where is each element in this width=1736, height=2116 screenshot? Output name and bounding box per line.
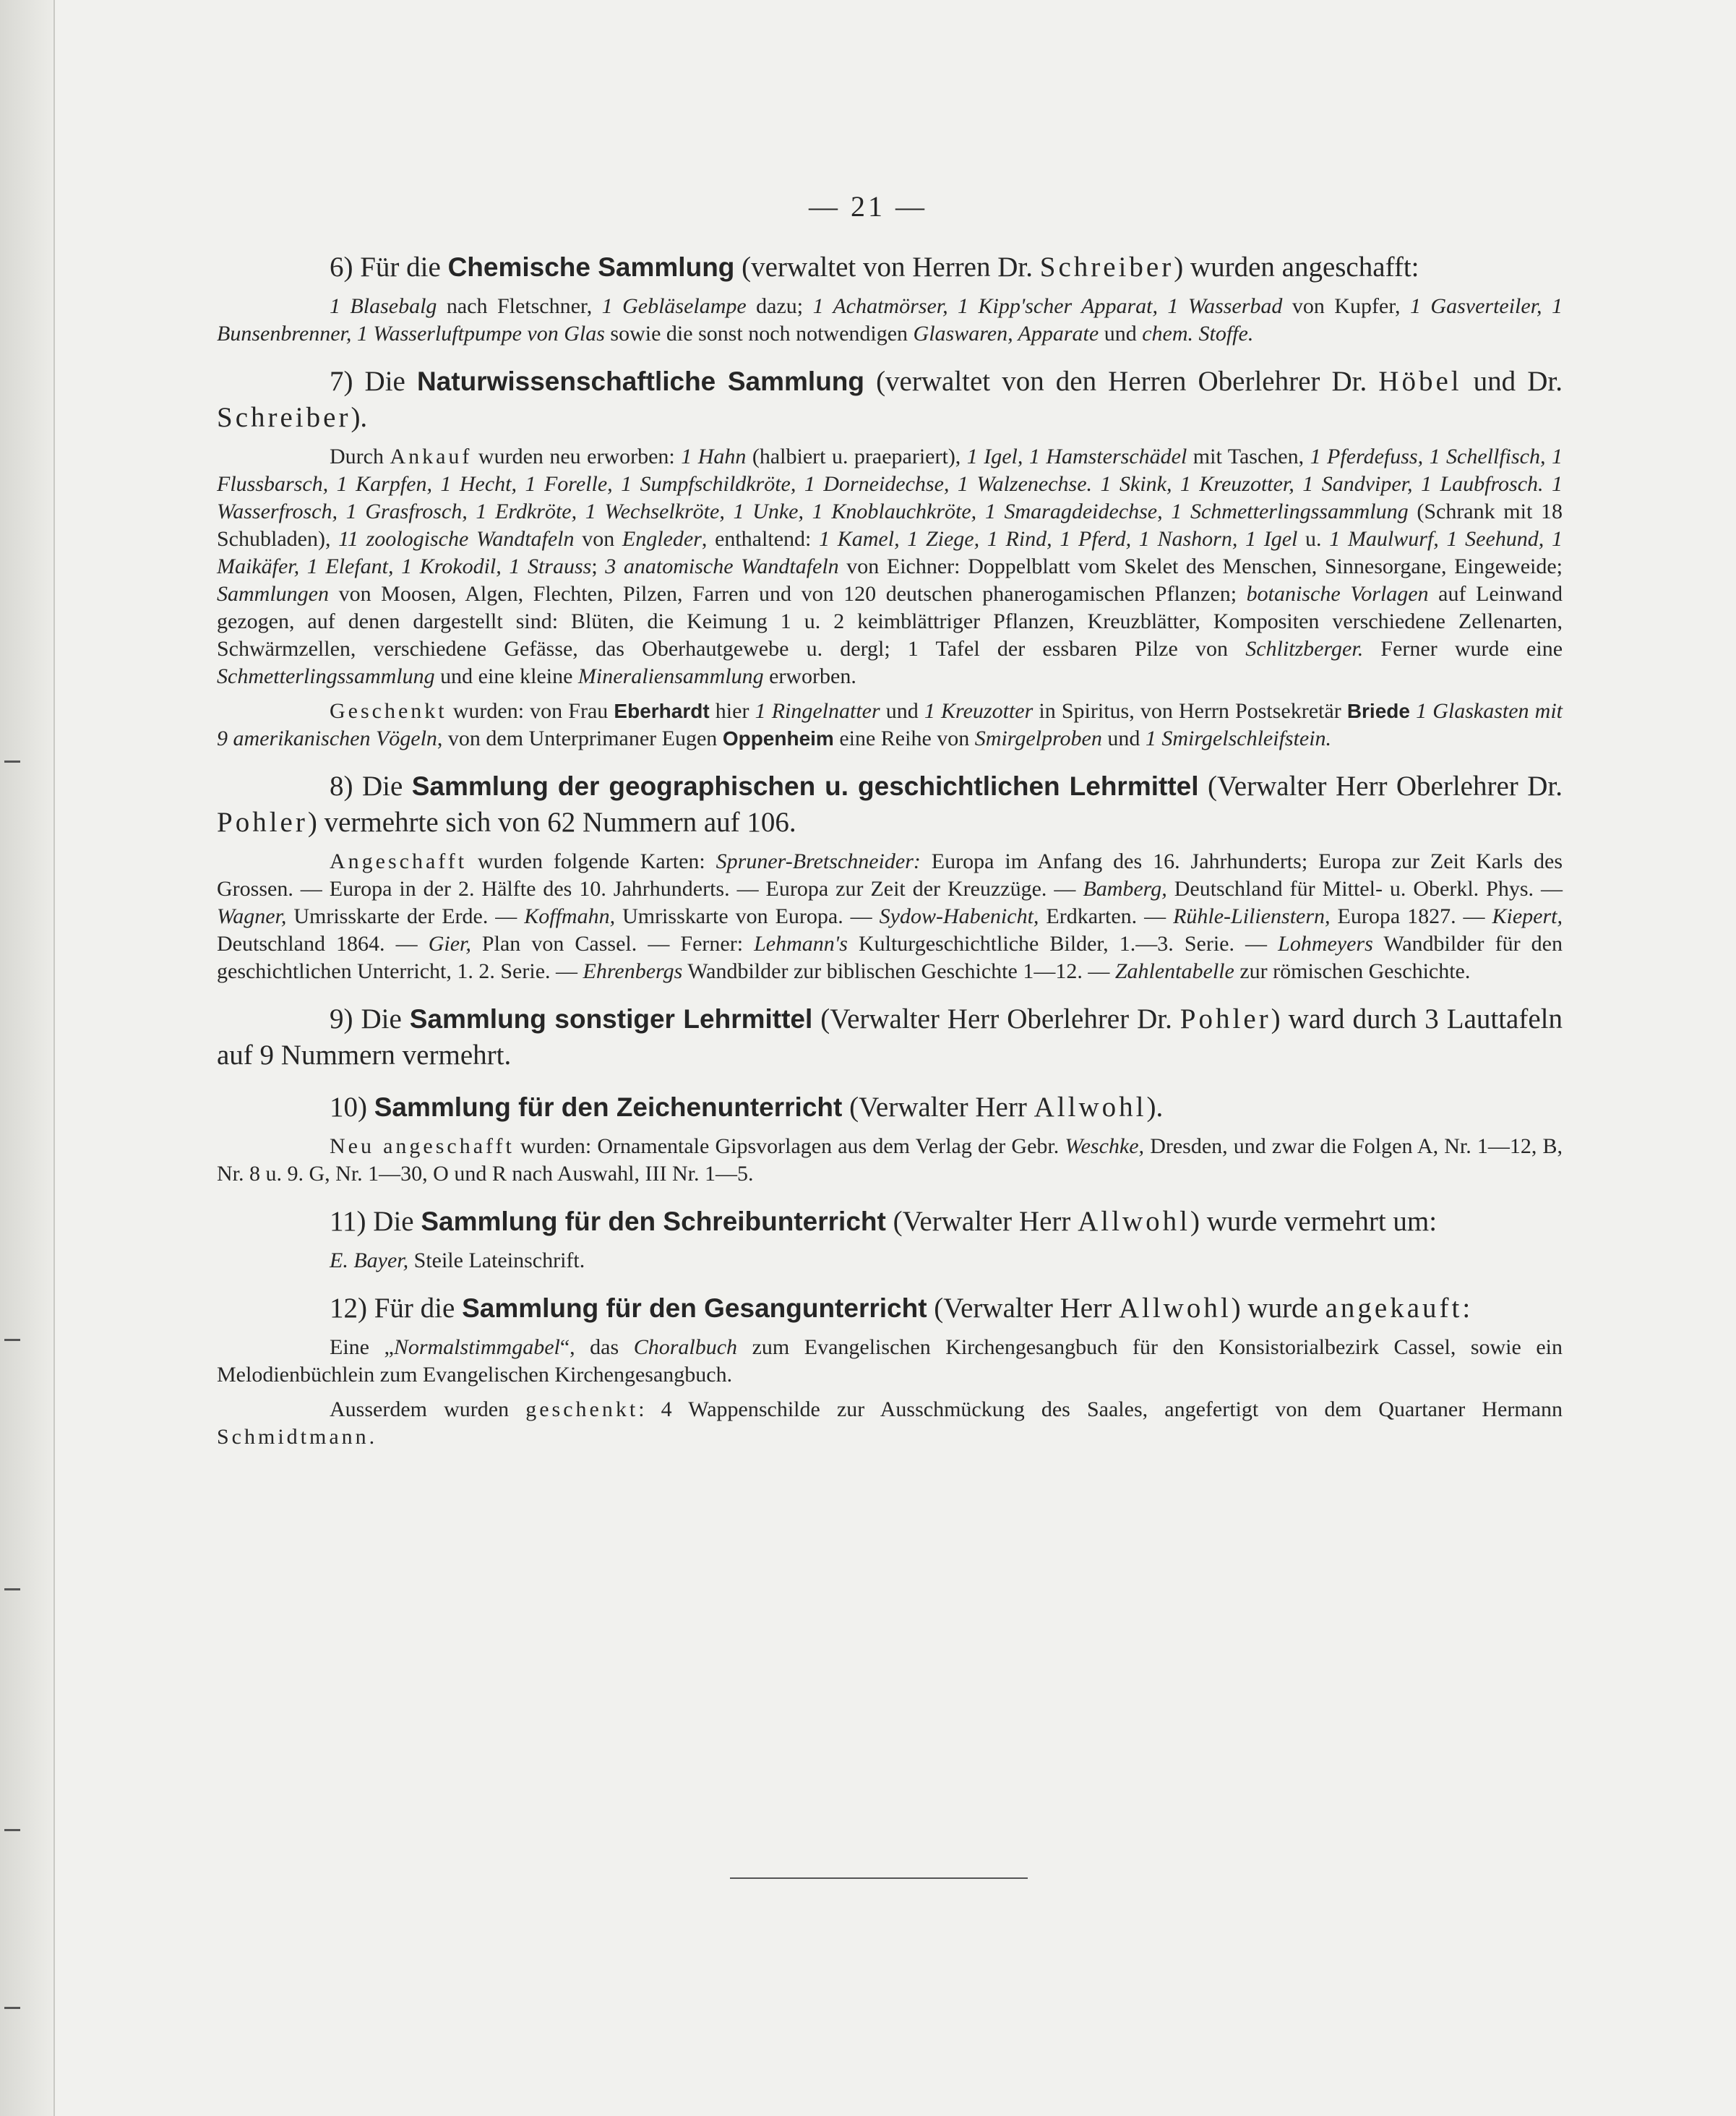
section-paragraph — [217, 1334, 1563, 1389]
text-run: “, das — [559, 1335, 634, 1359]
collection-name: Naturwissenschaftliche Sammlung — [416, 367, 864, 396]
text-run: 12) Für die — [330, 1293, 463, 1324]
section-paragraph — [217, 1396, 1563, 1451]
text-run: sowie die sonst noch notwendigen — [604, 322, 914, 346]
text-run: Durch — [330, 445, 390, 468]
section-paragraph — [217, 698, 1563, 753]
spaced-text: Schmidtmann — [217, 1425, 369, 1449]
text-run: . — [369, 1425, 375, 1449]
collection-name: Sammlung sonstiger Lehrmittel — [409, 1004, 813, 1034]
binding-shadow — [0, 0, 53, 2116]
text-run: und — [1099, 322, 1143, 346]
collection-section — [217, 1001, 1563, 1074]
italic-text: Rühle-Lilienstern, — [1173, 904, 1331, 928]
collection-name: Chemische Sammlung — [447, 252, 735, 282]
italic-text: 1 Kreuzotter — [924, 699, 1034, 723]
text-run: Ferner wurde eine — [1363, 637, 1563, 661]
spaced-text: Allwohl — [1118, 1293, 1232, 1324]
italic-text: Mineraliensammlung — [577, 664, 764, 688]
italic-text: 1 Smirgelschleifstein. — [1145, 727, 1332, 750]
section-paragraph — [217, 443, 1563, 690]
text-run: 11) Die — [330, 1206, 421, 1237]
text-run: Dresden, und zwar die Folgen A, Nr. 1—12, B, Nr. 8 u. 9. G, Nr. 1—30, O und R nach Auswahl, III Nr. 1—5. — [217, 1134, 1563, 1186]
italic-text: Kiepert, — [1492, 904, 1563, 928]
text-run: wurden folgende Karten: — [467, 849, 716, 873]
text-run: Umrisskarte von Europa. — — [615, 904, 880, 928]
text-run: 8) Die — [330, 771, 412, 802]
italic-text: Weschke, — [1065, 1134, 1145, 1158]
italic-text: Sydow-Habenicht, — [879, 904, 1039, 928]
spaced-text: Geschenkt — [330, 699, 447, 723]
spaced-text: Pohler — [217, 807, 308, 838]
italic-text: Lohmeyers — [1278, 932, 1373, 956]
text-run: 7) Die — [330, 366, 417, 397]
italic-text: 1 Glaskasten mit 9 amerikanischen Vögeln — [217, 699, 1563, 750]
text-run: in Spiritus, von Herrn Postsekretär — [1033, 699, 1347, 723]
text-run: zum Evangelischen Kirchengesangbuch für den Konsistorialbezirk Cassel, sowie ein Melodienbüchlein zum Evangelischen Kirchengesangbuch. — [217, 1335, 1563, 1387]
text-run: ) wurde — [1231, 1293, 1325, 1324]
italic-text: 1 Igel, 1 Hamsterschädel — [966, 445, 1187, 468]
section-heading — [217, 1290, 1563, 1327]
italic-text: 1 Kamel, 1 Ziege, 1 Rind, 1 Pferd, 1 Nashorn, 1 Igel — [819, 527, 1298, 551]
text-run: Erdkarten. — — [1039, 904, 1174, 928]
text-run: Plan von Cassel. — Ferner: — [470, 932, 755, 956]
margin-mark — [4, 1829, 20, 1831]
margin-mark — [4, 761, 20, 763]
collection-name: Sammlung für den Zeichenunterricht — [374, 1092, 843, 1122]
text-run: (halbiert u. praepariert), — [746, 445, 967, 468]
text-run: u. — [1297, 527, 1330, 551]
spaced-text: Allwohl — [1078, 1206, 1190, 1237]
text-run: (Verwalter Herr — [927, 1293, 1119, 1324]
italic-text: Spruner-Bretschneider: — [716, 849, 921, 873]
italic-text: Smirgelproben — [974, 727, 1102, 750]
italic-text: Schmetterlingssammlung — [217, 664, 435, 688]
italic-text: 1 Blasebalg — [330, 294, 437, 318]
text-run: Steile Lateinschrift. — [408, 1248, 585, 1272]
text-run: von Moosen, Algen, Flechten, Pilzen, Farren und von 120 deutschen phanerogamischen Pflanzen; — [328, 582, 1247, 606]
text-run: ) vermehrte sich von 62 Nummern auf 106. — [307, 807, 796, 838]
text-run: erworben. — [763, 664, 856, 688]
binding-edge — [53, 0, 55, 2116]
text-run: wurden neu erworben: — [472, 445, 682, 468]
spaced-text: Ankauf — [390, 445, 473, 468]
text-run: und eine kleine — [434, 664, 578, 688]
text-run: (verwaltet von den Herren Oberlehrer Dr. — [864, 366, 1379, 397]
text-run: (Verwalter Herr Oberlehrer Dr. — [1198, 771, 1563, 802]
donor-name: Oppenheim — [722, 727, 834, 750]
italic-text: Lehmann's — [754, 932, 848, 956]
italic-text: Glaswaren, Apparate — [913, 322, 1099, 346]
text-run: von Eichner: Doppelblatt vom Skelet des Menschen, Sinnesorgane, Eingeweide; — [838, 554, 1563, 578]
text-run: Europa 1827. — — [1330, 904, 1492, 928]
italic-text: 1 Ringelnatter — [755, 699, 880, 723]
italic-text: Gier, — [428, 932, 471, 956]
collection-name: Sammlung der geographischen u. geschichtlichen Lehrmittel — [411, 771, 1199, 801]
spaced-text: Höbel — [1378, 366, 1462, 397]
text-run: von — [574, 527, 622, 551]
text-run: (Verwalter Herr — [885, 1206, 1078, 1237]
italic-text: 1 Achatmörser, 1 Kipp'scher Apparat, 1 Wasserbad — [812, 294, 1283, 318]
collection-section — [217, 364, 1563, 753]
donor-name: Briede — [1346, 700, 1410, 722]
text-run: , enthaltend: — [701, 527, 820, 551]
section-paragraph — [217, 293, 1563, 348]
italic-text: Zahlentabelle — [1114, 959, 1234, 983]
italic-text: 1 Gebläselampe — [601, 294, 747, 318]
italic-text: Normalstimmgabel — [393, 1335, 560, 1359]
section-heading — [217, 249, 1563, 286]
margin-mark — [4, 1588, 20, 1590]
spaced-text: Neu angeschafft — [330, 1134, 515, 1158]
spaced-text: geschenkt — [525, 1397, 639, 1421]
text-run: und — [1101, 727, 1146, 750]
text-run: , von dem Unterprimaner Eugen — [437, 727, 723, 750]
text-run: auf Leinwand gezogen, auf denen dargestellt sind: Blüten, die Keimung 1 u. 2 keimblättriger Pflanzen, Kreuzblätter, Kompositen verschiedene Zellenarten, Schwärmzellen, verschiedene Gefässe, das Oberhautgewebe u. dergl; 1 Tafel der essbaren Pilze von — [217, 582, 1563, 661]
italic-text: Schlitzberger. — [1245, 637, 1364, 661]
text-run: Kulturgeschichtliche Bilder, 1.—3. Serie. — — [847, 932, 1279, 956]
end-rule — [730, 1877, 1028, 1879]
text-run: 9) Die — [330, 1003, 410, 1035]
text-run: Wandbilder zur biblischen Geschichte 1—12. — — [682, 959, 1115, 983]
italic-text: Koffmahn, — [524, 904, 616, 928]
section-heading — [217, 364, 1563, 436]
section-heading — [217, 768, 1563, 841]
text-run: und Dr. — [1461, 366, 1563, 397]
spaced-text: Pohler — [1179, 1003, 1271, 1035]
text-run: ) wurden angeschafft: — [1174, 252, 1419, 283]
text-run: eine Reihe von — [833, 727, 975, 750]
text-run: wurden: von Frau — [447, 699, 614, 723]
italic-text: 11 zoologische Wandtafeln — [338, 527, 575, 551]
text-run: Deutschland für Mittel- u. Oberkl. Phys. — — [1166, 877, 1563, 901]
italic-text: Sammlungen — [217, 582, 329, 606]
spaced-text: Allwohl — [1034, 1092, 1147, 1123]
text-run: Eine „ — [330, 1335, 394, 1359]
text-run: (Verwalter Herr Oberlehrer Dr. — [812, 1003, 1180, 1035]
text-run: (verwaltet von Herren Dr. — [734, 252, 1040, 283]
spaced-text: angekauft — [1325, 1293, 1463, 1324]
text-run: hier — [709, 699, 755, 723]
text-run: nach Fletschner, — [437, 294, 602, 318]
collection-section — [217, 1290, 1563, 1451]
italic-text: Choralbuch — [633, 1335, 738, 1359]
italic-text: E. Bayer, — [330, 1248, 409, 1272]
collection-section — [217, 1204, 1563, 1275]
collection-name: Sammlung für den Schreibunterricht — [421, 1207, 886, 1236]
collection-section — [217, 249, 1563, 348]
text-run: ) wurde vermehrt um: — [1190, 1206, 1438, 1237]
text-run: : — [1462, 1293, 1471, 1324]
page-number: — 21 — — [809, 190, 927, 223]
italic-text: Wagner, — [217, 904, 287, 928]
text-run: 6) Für die — [330, 252, 448, 283]
text-run: mit Taschen, — [1187, 445, 1310, 468]
text-run: Wandbilder für den geschichtlichen Unterricht, 1. 2. Serie. — — [217, 932, 1563, 983]
text-run: Europa im Anfang des 16. Jahrhunderts; Europa zur Zeit Karls des Grossen. — Europa in der 2. Hälfte des 10. Jahrhunderts. — Europa zur Zeit der Kreuzzüge. — — [217, 849, 1563, 901]
body-text — [217, 249, 1563, 1467]
italic-text: Bamberg, — [1083, 877, 1167, 901]
margin-mark — [4, 1339, 20, 1341]
collection-section — [217, 1089, 1563, 1188]
margin-mark — [4, 2007, 20, 2009]
italic-text: 3 anatomische Wandtafeln — [605, 554, 839, 578]
text-run: wurden: Ornamentale Gipsvorlagen aus dem Verlag der Gebr. — [514, 1134, 1065, 1158]
text-run: (Schrank mit 18 Schubladen), — [217, 500, 1563, 551]
section-heading — [217, 1204, 1563, 1240]
italic-text: 1 Gasverteiler, 1 Bunsenbrenner, 1 Wasserluftpumpe von Glas — [217, 294, 1563, 346]
spaced-text: Angeschafft — [330, 849, 468, 873]
text-run — [1410, 699, 1416, 723]
text-run: dazu; — [746, 294, 813, 318]
text-run: 10) — [330, 1092, 374, 1123]
text-run: zur römischen Geschichte. — [1234, 959, 1471, 983]
text-run: Umrisskarte der Erde. — — [286, 904, 525, 928]
italic-text: Engleder — [622, 527, 702, 551]
text-run: (Verwalter Herr — [842, 1092, 1034, 1123]
italic-text: Ehrenbergs — [583, 959, 683, 983]
italic-text: 1 Maulwurf, 1 Seehund, 1 Maikäfer, 1 Elefant, 1 Krokodil, 1 Strauss — [217, 527, 1563, 578]
italic-text: 1 Pferdefuss, 1 Schellfisch, 1 Flussbarsch, 1 Karpfen, 1 Hecht, 1 Forelle, 1 Sumpfschildkröte, 1 Dorneidechse, 1 Walzenechse. 1 Skink, 1 Kreuzotter, 1 Sandviper, 1 Laubfrosch. 1 Wasserfrosch, 1 Grasfrosch, 1 Erdkröte, 1 Wechselkröte, 1 Unke, 1 Knoblauchkröte, 1 Smaragdeidechse, 1 Schmetterlingssammlung — [217, 445, 1563, 523]
text-run: und — [880, 699, 924, 723]
text-run: : 4 Wappenschilde zur Ausschmückung des Saales, angefertigt von dem Quartaner Hermann — [638, 1397, 1563, 1421]
spaced-text: Schreiber — [1039, 252, 1174, 283]
donor-name: Eberhardt — [614, 700, 710, 722]
text-run: ). — [351, 402, 368, 433]
collection-name: Sammlung für den Gesangunterricht — [462, 1293, 927, 1323]
section-paragraph — [217, 848, 1563, 985]
section-paragraph — [217, 1133, 1563, 1188]
text-run: von Kupfer, — [1282, 294, 1410, 318]
italic-text: botanische Vorlagen — [1246, 582, 1429, 606]
section-heading — [217, 1001, 1563, 1074]
text-run: ; — [591, 554, 606, 578]
text-run: ). — [1146, 1092, 1164, 1123]
collection-section — [217, 768, 1563, 985]
text-run: Ausserdem wurden — [330, 1397, 526, 1421]
section-paragraph — [217, 1247, 1563, 1275]
text-run: Deutschland 1864. — — [217, 932, 429, 956]
text-run: ) ward durch 3 Lauttafeln auf 9 Nummern vermehrt. — [217, 1003, 1563, 1071]
italic-text: chem. Stoffe. — [1142, 322, 1254, 346]
italic-text: 1 Hahn — [681, 445, 747, 468]
section-heading — [217, 1089, 1563, 1126]
spaced-text: Schreiber — [217, 402, 351, 433]
